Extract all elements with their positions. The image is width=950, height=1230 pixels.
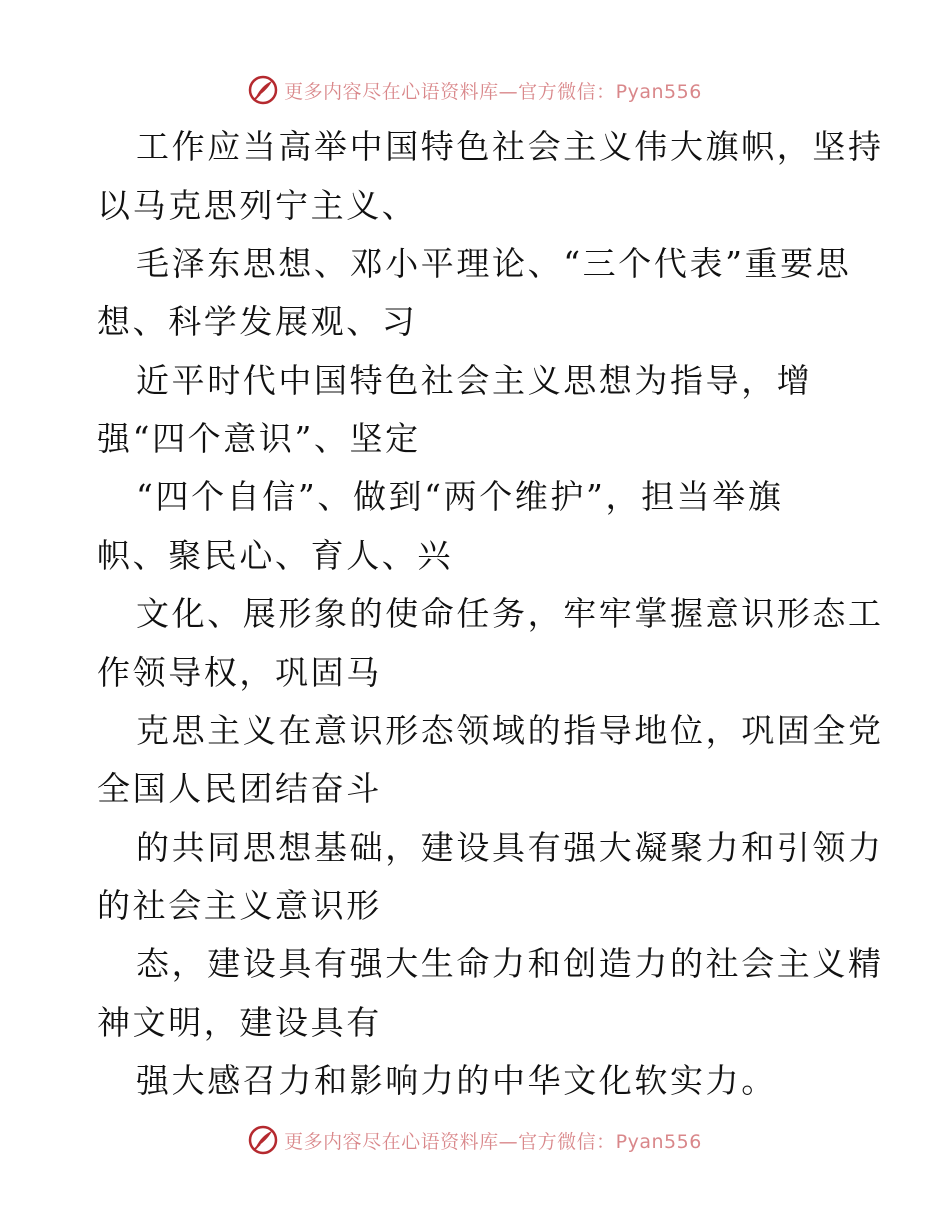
paragraph-line: 以马克思列宁主义、 [97, 186, 418, 225]
paragraph-line: 工作应当高举中国特色社会主义伟大旗帜，坚持 [136, 127, 884, 166]
paragraph-line: 态，建设具有强大生命力和创造力的社会主义精 [136, 944, 884, 983]
paragraph-line: 全国人民团结奋斗 [97, 769, 382, 808]
paragraph-line: 近平时代中国特色社会主义思想为指导，增 [136, 361, 813, 400]
paragraph-line: 想、科学发展观、习 [97, 302, 418, 341]
paragraph-line: 的共同思想基础，建设具有强大凝聚力和引领力 [136, 828, 884, 867]
feather-pen-logo-icon [248, 75, 278, 105]
paragraph-line: 强大感召力和影响力的中华文化软实力。 [136, 1061, 777, 1100]
paragraph-line: 帜、聚民心、育人、兴 [97, 536, 453, 575]
paragraph-line: 文化、展形象的使命任务，牢牢掌握意识形态工 [136, 594, 884, 633]
paragraph-line: 强“四个意识”、坚定 [97, 419, 421, 458]
paragraph-line: 克思主义在意识形态领域的指导地位，巩固全党 [136, 711, 884, 750]
footer-banner [0, 1120, 950, 1160]
feather-pen-logo-icon [248, 1125, 278, 1155]
paragraph-line: 毛泽东思想、邓小平理论、“三个代表”重要思 [136, 244, 852, 283]
paragraph-line: 作领导权，巩固马 [97, 653, 382, 692]
paragraph-line: 的社会主义意识形 [97, 886, 382, 925]
header-banner-text: 更多内容尽在心语资料库—官方微信：Pyan556 [284, 80, 702, 103]
footer-banner-text: 更多内容尽在心语资料库—官方微信：Pyan556 [284, 1130, 702, 1153]
paragraph-line: “四个自信”、做到“两个维护”，担当举旗 [136, 477, 784, 516]
header-banner [0, 70, 950, 110]
paragraph-line: 神文明，建设具有 [97, 1003, 382, 1042]
